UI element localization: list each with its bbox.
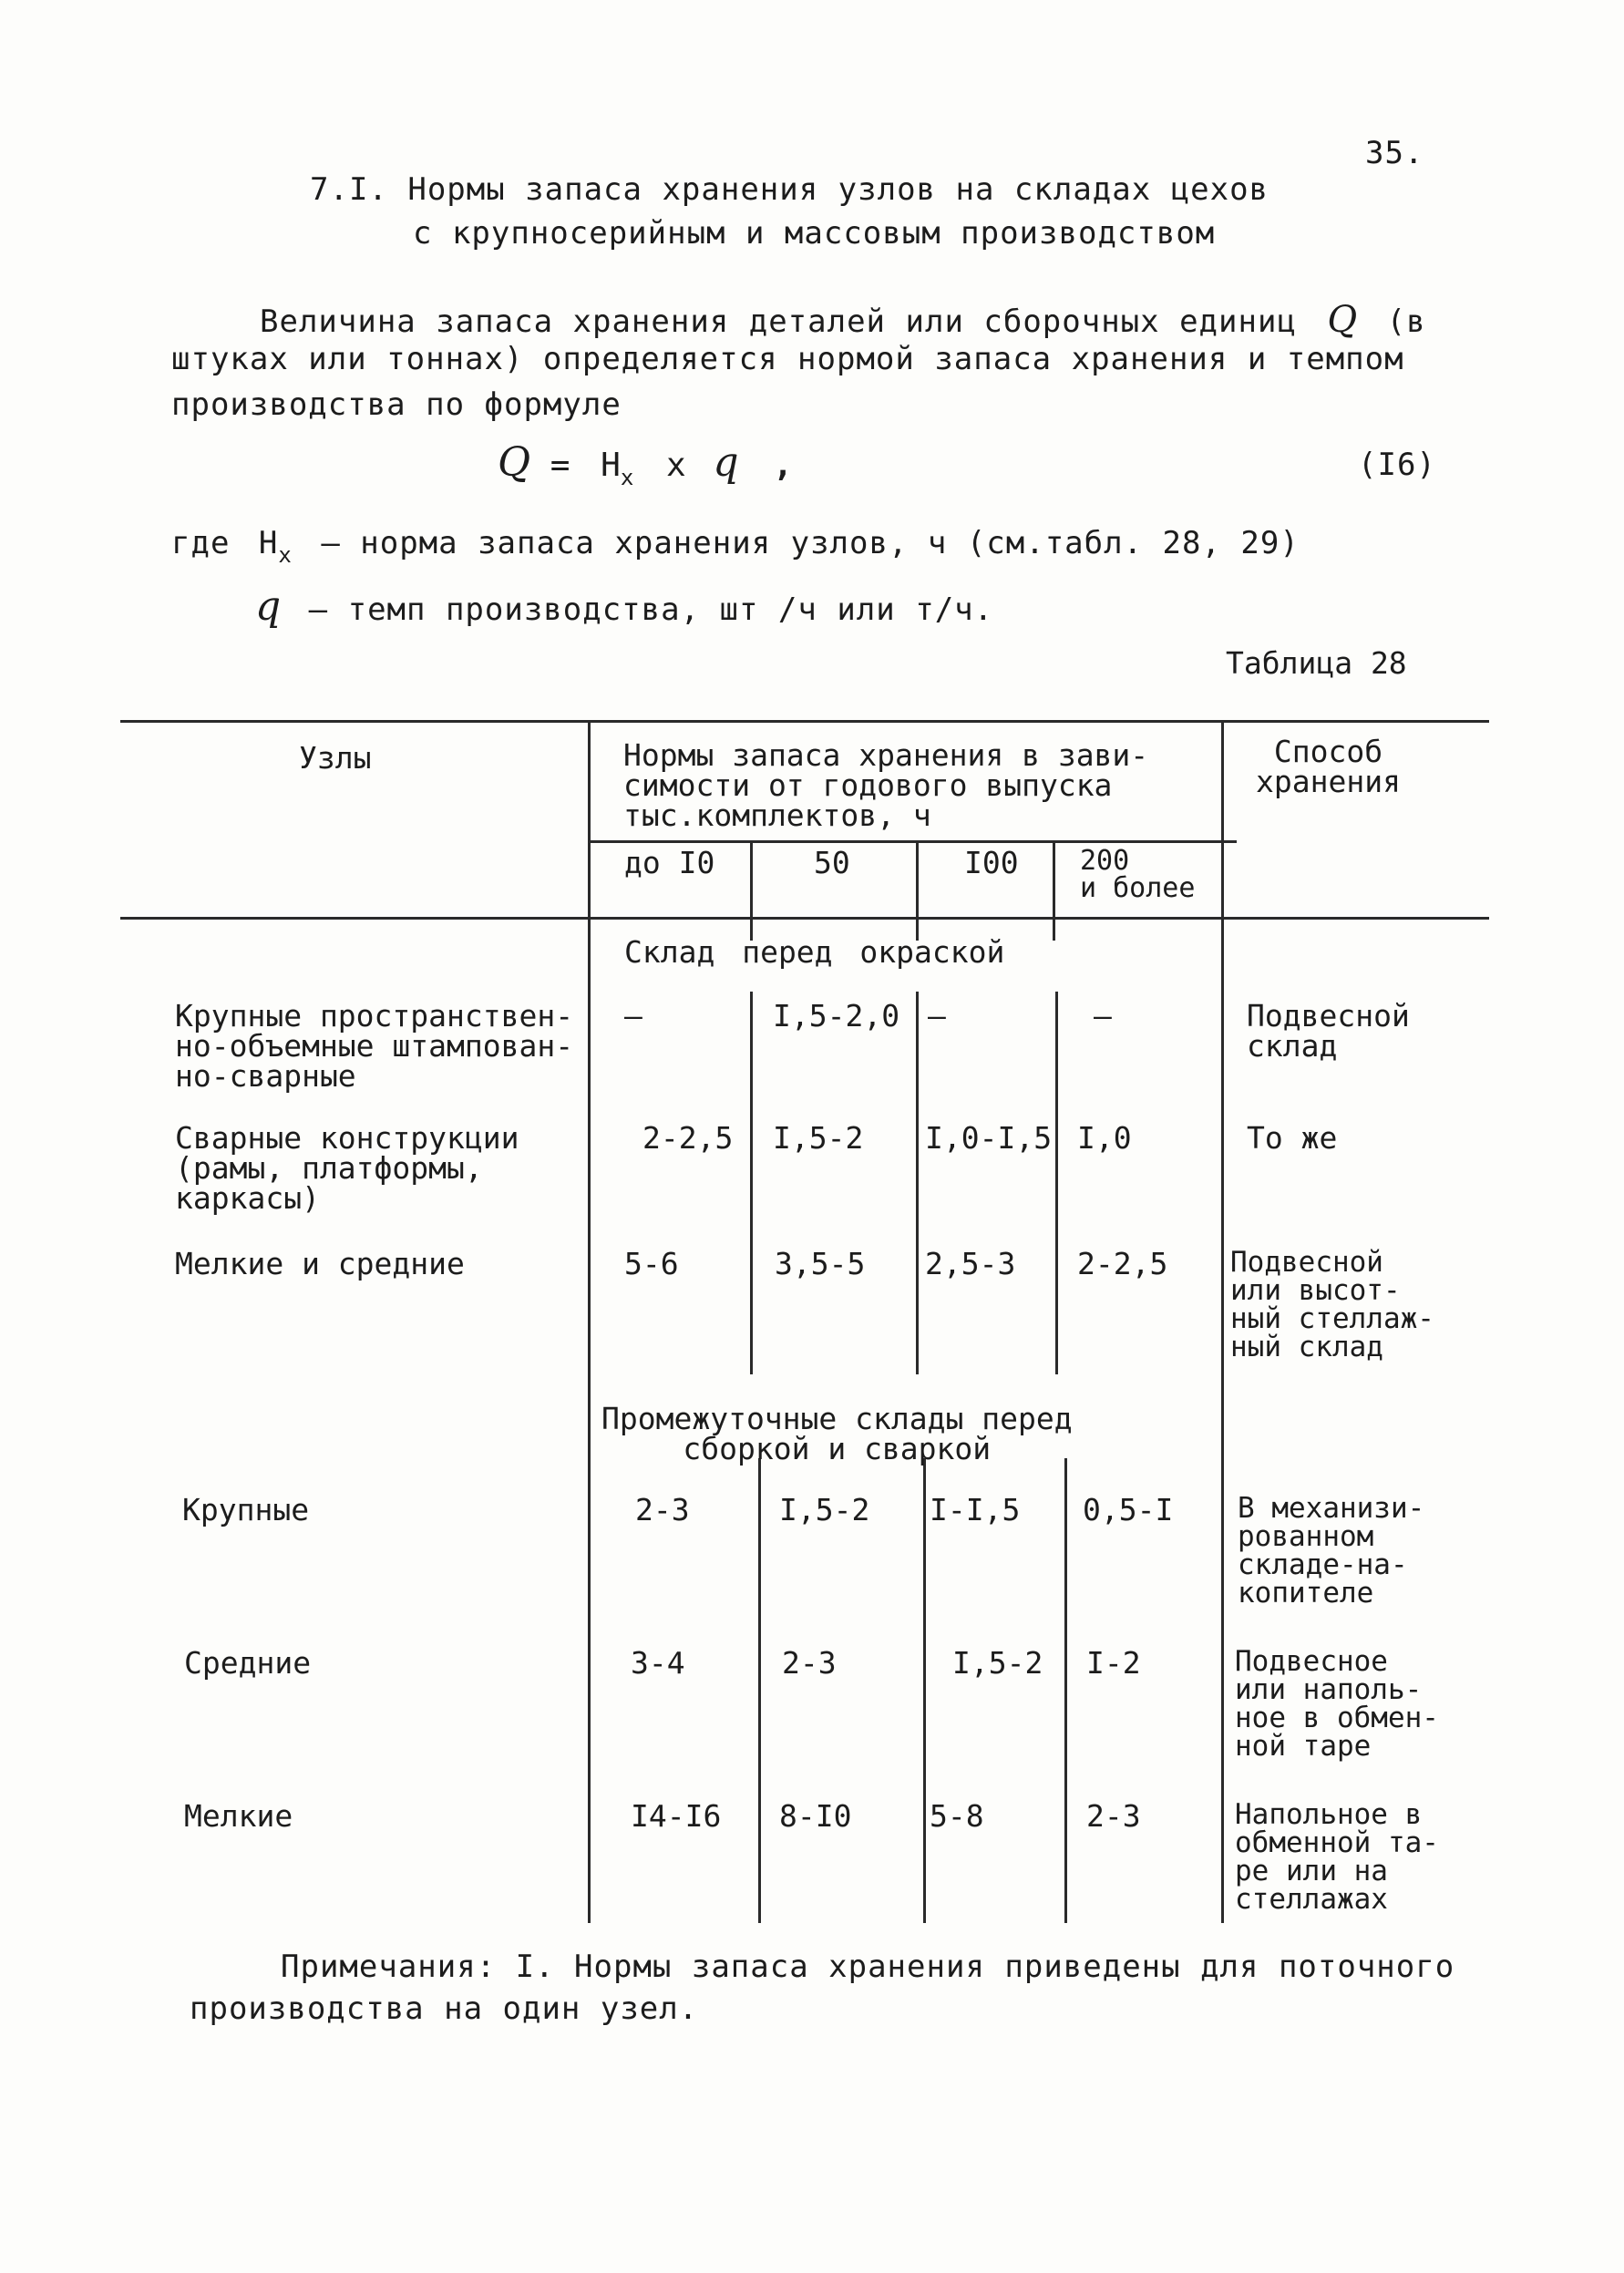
table-subheader-rule [588, 840, 1237, 843]
intro-line1 [260, 299, 1426, 341]
formula-times: x [665, 447, 686, 484]
row6-v4: 2-3 [1086, 1798, 1141, 1834]
row2-v1: 2-2,5 [642, 1120, 734, 1156]
intro-line1-text: Величина запаса хранения деталей или сборочных единиц [260, 303, 1297, 340]
formula-h-sub: x [620, 465, 634, 490]
row3-v2: 3,5-5 [775, 1246, 866, 1281]
row5-v2: 2-3 [782, 1645, 837, 1681]
row5-v1: 3-4 [631, 1645, 685, 1681]
q-symbol: Q [1327, 299, 1359, 341]
table-vrule-2c [758, 1458, 761, 1923]
row1-v3: – [928, 998, 946, 1034]
row6-name: Мелкие [184, 1798, 293, 1834]
table-vrule-2b [750, 992, 753, 1374]
row4-v4: 0,5-I [1083, 1492, 1174, 1527]
row4-v3: I-I,5 [930, 1492, 1021, 1527]
intro-line1-end: (в [1386, 303, 1426, 340]
table-vrule-4c [1064, 1458, 1067, 1923]
formula-h: H [601, 447, 621, 484]
where-h-line [171, 525, 1300, 568]
table-vrule-5 [1221, 720, 1224, 1923]
row1-v1: – [624, 998, 642, 1034]
row2-v2: I,5-2 [773, 1120, 864, 1156]
formula-q: q [713, 439, 739, 486]
section-title-line1: 7.I. Нормы запаса хранения узлов на складах цехов [310, 171, 1269, 208]
where-q-line [255, 583, 993, 630]
row6-v1: I4-I6 [631, 1798, 722, 1834]
row5-v3: I,5-2 [952, 1645, 1043, 1681]
formula-lhs: Q [498, 439, 531, 486]
where-q-text: – темп производства, шт /ч или т/ч. [308, 591, 994, 628]
row2-method: То же [1247, 1120, 1338, 1156]
where-gde: где [171, 525, 231, 561]
table-top-rule [120, 720, 1489, 723]
header-units: Узлы [299, 740, 372, 776]
table-vrule-4b [1055, 992, 1058, 1374]
row3-v4: 2-2,5 [1077, 1246, 1168, 1281]
page-number: 35. [1365, 135, 1424, 171]
section-intermediate-warehouses: Промежуточные склады перед сборкой и сваркой [601, 1401, 1073, 1466]
formula-equals: = [550, 447, 570, 484]
row6-method: Напольное в обменной та- ре или на стеллажах [1235, 1798, 1439, 1916]
row3-name: Мелкие и средние [175, 1246, 465, 1281]
table-label: Таблица 28 [1226, 645, 1407, 681]
table-vrule-1 [588, 720, 591, 1923]
row2-name: Сварные конструкции (рамы, платформы, каркасы) [175, 1120, 519, 1216]
row4-v2: I,5-2 [779, 1492, 870, 1527]
formula [498, 439, 793, 490]
header-method: Способ хранения [1256, 734, 1401, 799]
table-vrule-4a [1053, 840, 1055, 941]
formula-number: (I6) [1358, 447, 1436, 483]
row1-name: Крупные пространствен- но-объемные штампован- но-сварные [175, 998, 574, 1094]
table-vrule-3c [923, 1458, 926, 1923]
notes-line2: производства на один узел. [190, 1990, 699, 2027]
formula-comma: , [773, 447, 793, 484]
intro-line2: штуках или тоннах) определяется нормой запаса хранения и темпом [171, 341, 1404, 377]
row4-name: Крупные [182, 1492, 310, 1527]
row1-v2: I,5-2,0 [773, 998, 900, 1034]
where-q: q [255, 583, 283, 630]
header-norms: Нормы запаса хранения в зави- симости от годового выпуска тыс.комплектов, ч [623, 737, 1149, 833]
row1-method: Подвесной склад [1247, 998, 1410, 1064]
row4-v1: 2-3 [635, 1492, 690, 1527]
row2-v3: I,0-I,5 [925, 1120, 1053, 1156]
table-vrule-3b [916, 992, 919, 1374]
notes-line1: Примечания: I. Нормы запаса хранения приведены для поточного [281, 1949, 1455, 1985]
section-title-line2: с крупносерийным и массовым производством [413, 215, 1216, 252]
row2-v4: I,0 [1077, 1120, 1132, 1156]
row4-method: В механизи- рованном складе-на- копителе [1238, 1492, 1425, 1610]
row3-v1: 5-6 [624, 1246, 679, 1281]
where-h: H [258, 525, 279, 561]
row6-v2: 8-I0 [779, 1798, 852, 1834]
where-h-sub: x [278, 542, 293, 568]
subheader-col1: до I0 [624, 845, 715, 880]
table-vrule-2a [750, 840, 753, 941]
where-h-text: – норма запаса хранения узлов, ч (см.табл. 28, 29) [321, 525, 1300, 561]
table-vrule-3a [916, 840, 919, 941]
row5-v4: I-2 [1086, 1645, 1141, 1681]
row5-name: Средние [184, 1645, 312, 1681]
intro-line3: производства по формуле [171, 386, 622, 423]
subheader-col4: 200 и более [1080, 845, 1196, 904]
subheader-col3: I00 [964, 845, 1019, 880]
row1-v4: – [1094, 998, 1112, 1034]
row3-v3: 2,5-3 [925, 1246, 1016, 1281]
row5-method: Подвесное или наполь- ное в обмен- ной таре [1235, 1645, 1439, 1763]
section-paint-warehouse: Склад перед окраской [624, 934, 1005, 970]
row6-v3: 5-8 [930, 1798, 984, 1834]
table-header-bottom-rule [120, 917, 1489, 920]
row3-method: Подвесной или высот- ный стеллаж- ный склад [1230, 1246, 1434, 1363]
subheader-col2: 50 [814, 845, 850, 880]
